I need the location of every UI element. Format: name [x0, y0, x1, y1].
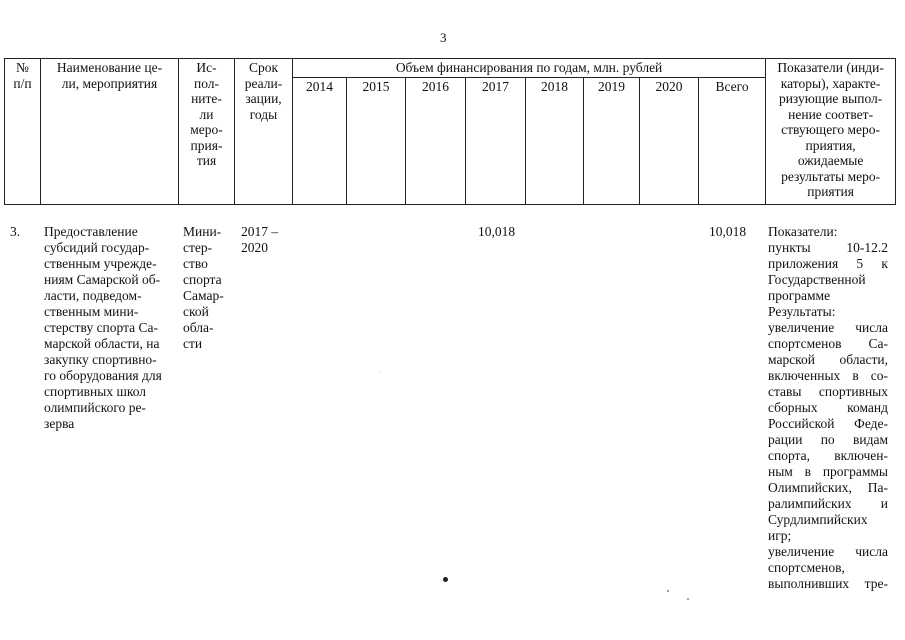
indicator-line: пункты 10-12.2 [768, 240, 888, 255]
indicator-line: выполнивших тре- [768, 576, 888, 591]
row-value-2017: 10,018 [478, 224, 516, 239]
row-term: 2017 – 2020 [241, 224, 279, 255]
indicator-line: ралимпийских и [768, 496, 888, 511]
header-year-2019: 2019 [584, 77, 640, 205]
indicator-line: спортсменов Са- [768, 336, 888, 351]
header-col-indicators: Показатели (инди- каторы), характе- ризующие выпол- нение соответ- ствующего меро- приятия, ожидаемые результаты меро- приятия [766, 59, 896, 205]
header-year-2015: 2015 [347, 77, 406, 205]
header-col-num: № п/п [5, 59, 41, 205]
page-number: 3 [440, 30, 447, 45]
indicator-line: рации по видам [768, 432, 888, 447]
indicator-line: Сурдлимпийских [768, 512, 868, 527]
indicator-line: Показатели: [768, 224, 838, 239]
header-table [4, 58, 896, 205]
indicator-line: программе [768, 288, 831, 303]
indicator-line: приложения 5 к [768, 256, 888, 271]
header-year-total: Всего [699, 77, 766, 205]
header-year-2018: 2018 [526, 77, 584, 205]
row-name: Предоставление субсидий государ- ственным учрежде- ниям Самарской об- ласти, подведом- ственным мини- стерству спорта Са- марской области, на закупку спортивно- го оборудования для спортивных школ олимпийского ре- зерва [44, 224, 162, 431]
indicator-line: Государственной [768, 272, 866, 287]
row-value-total: 10,018 [709, 224, 747, 239]
indicator-line: игр; [768, 528, 792, 543]
indicator-line: Олимпийских, Па- [768, 480, 888, 495]
indicator-line: сборных команд [768, 400, 888, 415]
header-year-2017: 2017 [466, 77, 526, 205]
scan-speck [687, 598, 689, 600]
scan-speck [380, 372, 381, 373]
indicator-line: увеличение числа [768, 544, 888, 559]
indicator-line: Российской Феде- [768, 416, 888, 431]
indicator-line: включенных в со- [768, 368, 888, 383]
row-indicators [768, 224, 888, 592]
header-year-2014: 2014 [293, 77, 347, 205]
indicator-line: увеличение числа [768, 320, 888, 335]
header-col-executor: Ис- пол- ните- ли меро- прия- тия [179, 59, 235, 205]
indicator-line: ставы спортивных [768, 384, 888, 399]
header-col-term: Срок реали- зации, годы [235, 59, 293, 205]
indicator-line: марской области, [768, 352, 888, 367]
indicator-line: спортсменов, [768, 560, 845, 575]
indicator-line: ным в программы [768, 464, 888, 479]
row-executor: Мини- стер- ство спорта Самар- ской обла- сти [183, 224, 224, 351]
header-year-2020: 2020 [640, 77, 699, 205]
scan-speck [443, 577, 448, 582]
header-funding-title: Объем финансирования по годам, млн. рублей [293, 59, 766, 78]
scan-speck [667, 590, 669, 592]
header-year-2016: 2016 [406, 77, 466, 205]
row-number: 3. [10, 224, 21, 239]
indicator-line: Результаты: [768, 304, 836, 319]
indicator-line: спорта, включен- [768, 448, 888, 463]
header-col-name: Наименование це- ли, мероприятия [41, 59, 179, 205]
